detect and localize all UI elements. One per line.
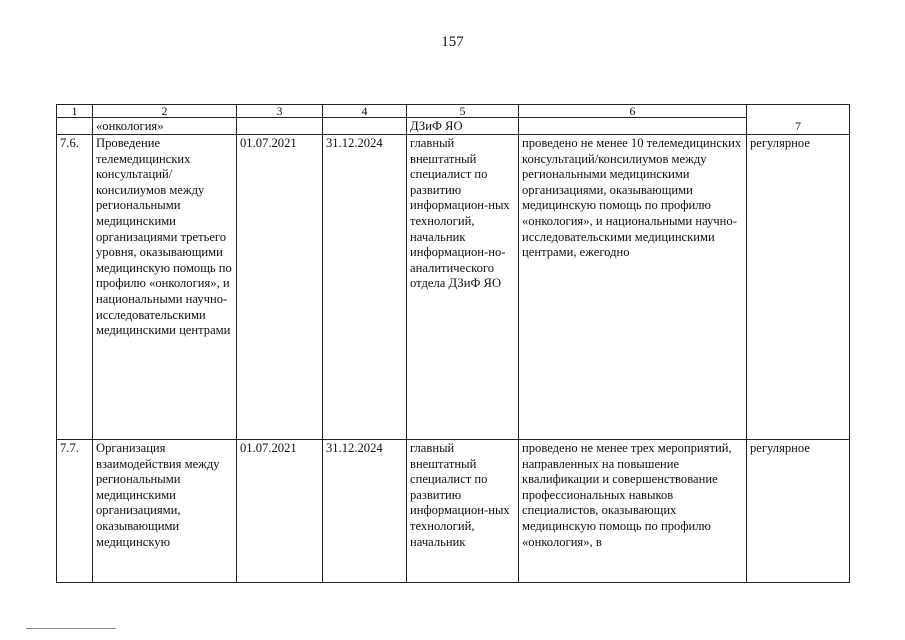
event-cell: Проведение телемедицинских консультаций/ консилиумов между региональными медицинскими организациями третьего уровня, оказывающими медицинскую помощь по профилю «онкология», и национальными научно-исследовательскими медицинскими центрами — [93, 135, 237, 440]
continuation-cell — [57, 118, 93, 135]
row-number: 7.7. — [57, 440, 93, 583]
responsible-cell: главный внештатный специалист по развитию информацион-ных технологий, начальник информацион-но-аналитического отдела ДЗиФ ЯО — [407, 135, 519, 440]
row-number: 7.6. — [57, 135, 93, 440]
column-header: 3 — [237, 105, 323, 118]
start-date-cell: 01.07.2021 — [237, 440, 323, 583]
continuation-cell — [237, 118, 323, 135]
continuation-cell — [323, 118, 407, 135]
measures-table — [56, 104, 850, 583]
continuation-cell: ДЗиФ ЯО — [407, 118, 519, 135]
column-number-row — [57, 105, 850, 118]
column-header: 2 — [93, 105, 237, 118]
column-header: 4 — [323, 105, 407, 118]
footer-rule — [26, 628, 116, 629]
column-header: 7 — [747, 105, 850, 135]
column-header: 6 — [519, 105, 747, 118]
continuation-row — [57, 118, 850, 135]
type-cell: регулярное — [747, 440, 850, 583]
column-header: 1 — [57, 105, 93, 118]
start-date-cell: 01.07.2021 — [237, 135, 323, 440]
continuation-cell — [519, 118, 747, 135]
page-number: 157 — [441, 34, 464, 50]
result-cell: проведено не менее 10 телемедицинских консультаций/консилиумов между региональными медицинскими организациями, оказывающими медицинскую помощь по профилю «онкология», и национальными научно-исследовательскими медицинскими центрами, ежегодно — [519, 135, 747, 440]
responsible-cell: главный внештатный специалист по развитию информацион-ных технологий, начальник — [407, 440, 519, 583]
continuation-cell: «онкология» — [93, 118, 237, 135]
table-row — [57, 440, 850, 583]
column-header: 5 — [407, 105, 519, 118]
type-cell: регулярное — [747, 135, 850, 440]
end-date-cell: 31.12.2024 — [323, 135, 407, 440]
event-cell: Организация взаимодействия между региональными медицинскими организациями, оказывающими медицинскую — [93, 440, 237, 583]
table-row — [57, 135, 850, 440]
result-cell: проведено не менее трех мероприятий, направленных на повышение квалификации и совершенствование профессиональных навыков специалистов, оказывающих медицинскую помощь по профилю «онкология», в — [519, 440, 747, 583]
end-date-cell: 31.12.2024 — [323, 440, 407, 583]
